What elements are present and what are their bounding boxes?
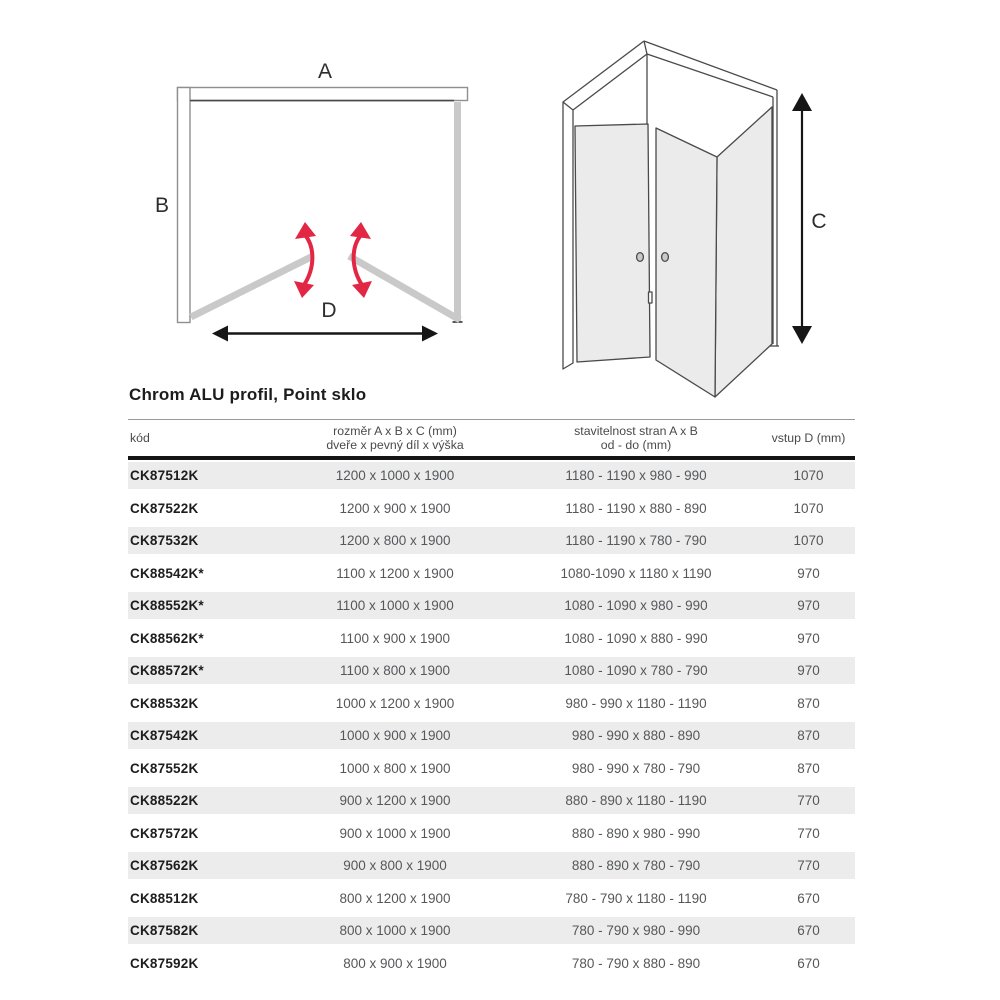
dimension-label-b: B [154, 194, 170, 217]
row-code: CK87562K [130, 858, 199, 873]
row-adjust: 1080 - 1090 x 780 - 790 [564, 663, 708, 678]
row-code: CK87542K [130, 728, 199, 743]
row-adjust: 880 - 890 x 780 - 790 [571, 858, 701, 873]
table-row [128, 950, 855, 977]
left-wall-profile [563, 102, 573, 369]
column-header-adjust-line1: stavitelnost stran A x B [574, 423, 698, 438]
table-row [128, 852, 855, 879]
row-size: 1100 x 800 x 1900 [339, 663, 451, 678]
row-adjust: 880 - 890 x 980 - 990 [571, 825, 701, 841]
row-adjust: 1180 - 1190 x 880 - 890 [565, 500, 707, 516]
table-row [128, 560, 855, 587]
entry-width-arrow [212, 326, 438, 342]
row-adjust: 980 - 990 x 880 - 890 [571, 728, 701, 743]
row-size: 1000 x 800 x 1900 [339, 760, 451, 776]
table-header-row [128, 420, 855, 456]
right-fixed-panel [454, 102, 461, 322]
dimension-label-d: D [321, 299, 337, 322]
row-entry: 870 [797, 728, 820, 743]
row-code: CK88522K [130, 793, 199, 808]
column-header-size [280, 424, 510, 453]
row-size: 1100 x 1000 x 1900 [336, 598, 454, 613]
left-door-knob-icon [637, 253, 644, 262]
table-body [128, 462, 855, 977]
row-entry: 770 [797, 825, 820, 841]
row-adjust: 780 - 790 x 1180 - 1190 [565, 890, 707, 906]
row-adjust: 1180 - 1190 x 780 - 790 [565, 533, 707, 548]
table-row [128, 462, 855, 489]
row-size: 1200 x 900 x 1900 [339, 500, 451, 516]
frame-bar-right-inner [647, 54, 773, 97]
row-size: 800 x 1200 x 1900 [339, 890, 451, 906]
row-size: 1200 x 1000 x 1900 [335, 468, 455, 483]
table-row [128, 527, 855, 554]
row-adjust: 780 - 790 x 980 - 990 [571, 923, 701, 938]
row-adjust: 780 - 790 x 880 - 890 [571, 955, 701, 971]
row-size: 800 x 900 x 1900 [343, 955, 447, 971]
row-entry: 870 [797, 760, 820, 776]
row-entry: 1070 [793, 533, 824, 548]
row-code: CK87592K [130, 955, 199, 971]
frame-bar-left-inner [573, 54, 647, 110]
height-c-arrow [792, 93, 812, 344]
side-glass-panel [715, 107, 772, 397]
row-size: 900 x 1000 x 1900 [339, 825, 451, 841]
table-row [128, 755, 855, 782]
row-code: CK87552K [130, 760, 199, 776]
table-row [128, 787, 855, 814]
row-size: 1200 x 800 x 1900 [339, 533, 451, 548]
row-size: 800 x 1000 x 1900 [339, 923, 451, 938]
table-row [128, 625, 855, 652]
table-row [128, 690, 855, 717]
row-size: 900 x 800 x 1900 [343, 858, 447, 873]
left-door-glass [575, 124, 650, 362]
row-code: CK87532K [130, 533, 199, 548]
frame-apex-cap [644, 41, 647, 54]
row-entry: 770 [797, 793, 820, 808]
column-header-adjust-line2: od - do (mm) [600, 438, 672, 452]
row-size: 900 x 1200 x 1900 [339, 793, 451, 808]
dimension-label-c: C [811, 210, 827, 233]
left-wall-profile [178, 88, 191, 323]
row-code: CK88542K* [130, 565, 204, 581]
row-code: CK87512K [130, 468, 199, 483]
frame-bar-left-outer [563, 41, 644, 102]
right-door-glass [656, 128, 717, 397]
row-entry: 970 [797, 630, 820, 646]
row-entry: 670 [797, 955, 820, 971]
row-entry: 970 [797, 663, 820, 678]
table-row [128, 917, 855, 944]
row-entry: 970 [797, 565, 820, 581]
spec-table [128, 419, 855, 977]
row-size: 1000 x 900 x 1900 [339, 728, 451, 743]
row-entry: 1070 [793, 500, 824, 516]
right-door-knob-icon [662, 253, 669, 262]
row-code: CK87582K [130, 923, 199, 938]
row-code: CK87522K [130, 500, 199, 516]
row-adjust: 980 - 990 x 1180 - 1190 [565, 695, 707, 711]
column-header-size-line2: dveře x pevný díl x výška [326, 438, 464, 452]
row-code: CK88532K [130, 695, 199, 711]
dimension-label-a: A [317, 60, 333, 83]
row-size: 1100 x 1200 x 1900 [336, 565, 454, 581]
row-entry: 970 [797, 598, 820, 613]
table-header-rule [128, 456, 855, 460]
table-row [128, 657, 855, 684]
row-code: CK88512K [130, 890, 199, 906]
row-adjust: 1080-1090 x 1180 x 1190 [560, 565, 712, 581]
table-row [128, 820, 855, 847]
frame-bar-right-outer [644, 41, 777, 90]
row-entry: 670 [797, 890, 820, 906]
column-header-code-text: kód [130, 430, 150, 445]
row-adjust: 1180 - 1190 x 980 - 990 [565, 468, 707, 483]
table-row [128, 495, 855, 522]
column-header-size-line1: rozměr A x B x C (mm) [333, 423, 457, 438]
row-adjust: 1080 - 1090 x 880 - 990 [564, 630, 708, 646]
left-door-open [191, 256, 313, 317]
row-entry: 770 [797, 858, 820, 873]
row-code: CK88552K* [130, 598, 204, 613]
row-code: CK88562K* [130, 630, 204, 646]
row-entry: 670 [797, 923, 820, 938]
door-magnet-profile [649, 292, 653, 303]
plan-view-diagram [150, 40, 500, 360]
row-size: 1000 x 1200 x 1900 [335, 695, 455, 711]
table-row [128, 592, 855, 619]
row-code: CK88572K* [130, 663, 204, 678]
column-header-entry [762, 431, 855, 446]
page-title: Chrom ALU profil, Point sklo [129, 385, 367, 404]
row-size: 1100 x 900 x 1900 [339, 630, 451, 646]
table-row [128, 722, 855, 749]
row-adjust: 980 - 990 x 780 - 790 [571, 760, 701, 776]
row-adjust: 1080 - 1090 x 980 - 990 [564, 598, 708, 613]
column-header-code [128, 431, 280, 446]
column-header-entry-text: vstup D (mm) [771, 430, 846, 445]
top-wall-profile [178, 88, 468, 101]
table-row [128, 885, 855, 912]
row-entry: 1070 [793, 468, 824, 483]
column-header-adjust [510, 424, 762, 453]
row-entry: 870 [797, 695, 820, 711]
row-code: CK87572K [130, 825, 199, 841]
perspective-diagram [540, 30, 850, 405]
row-adjust: 880 - 890 x 1180 - 1190 [565, 793, 707, 808]
